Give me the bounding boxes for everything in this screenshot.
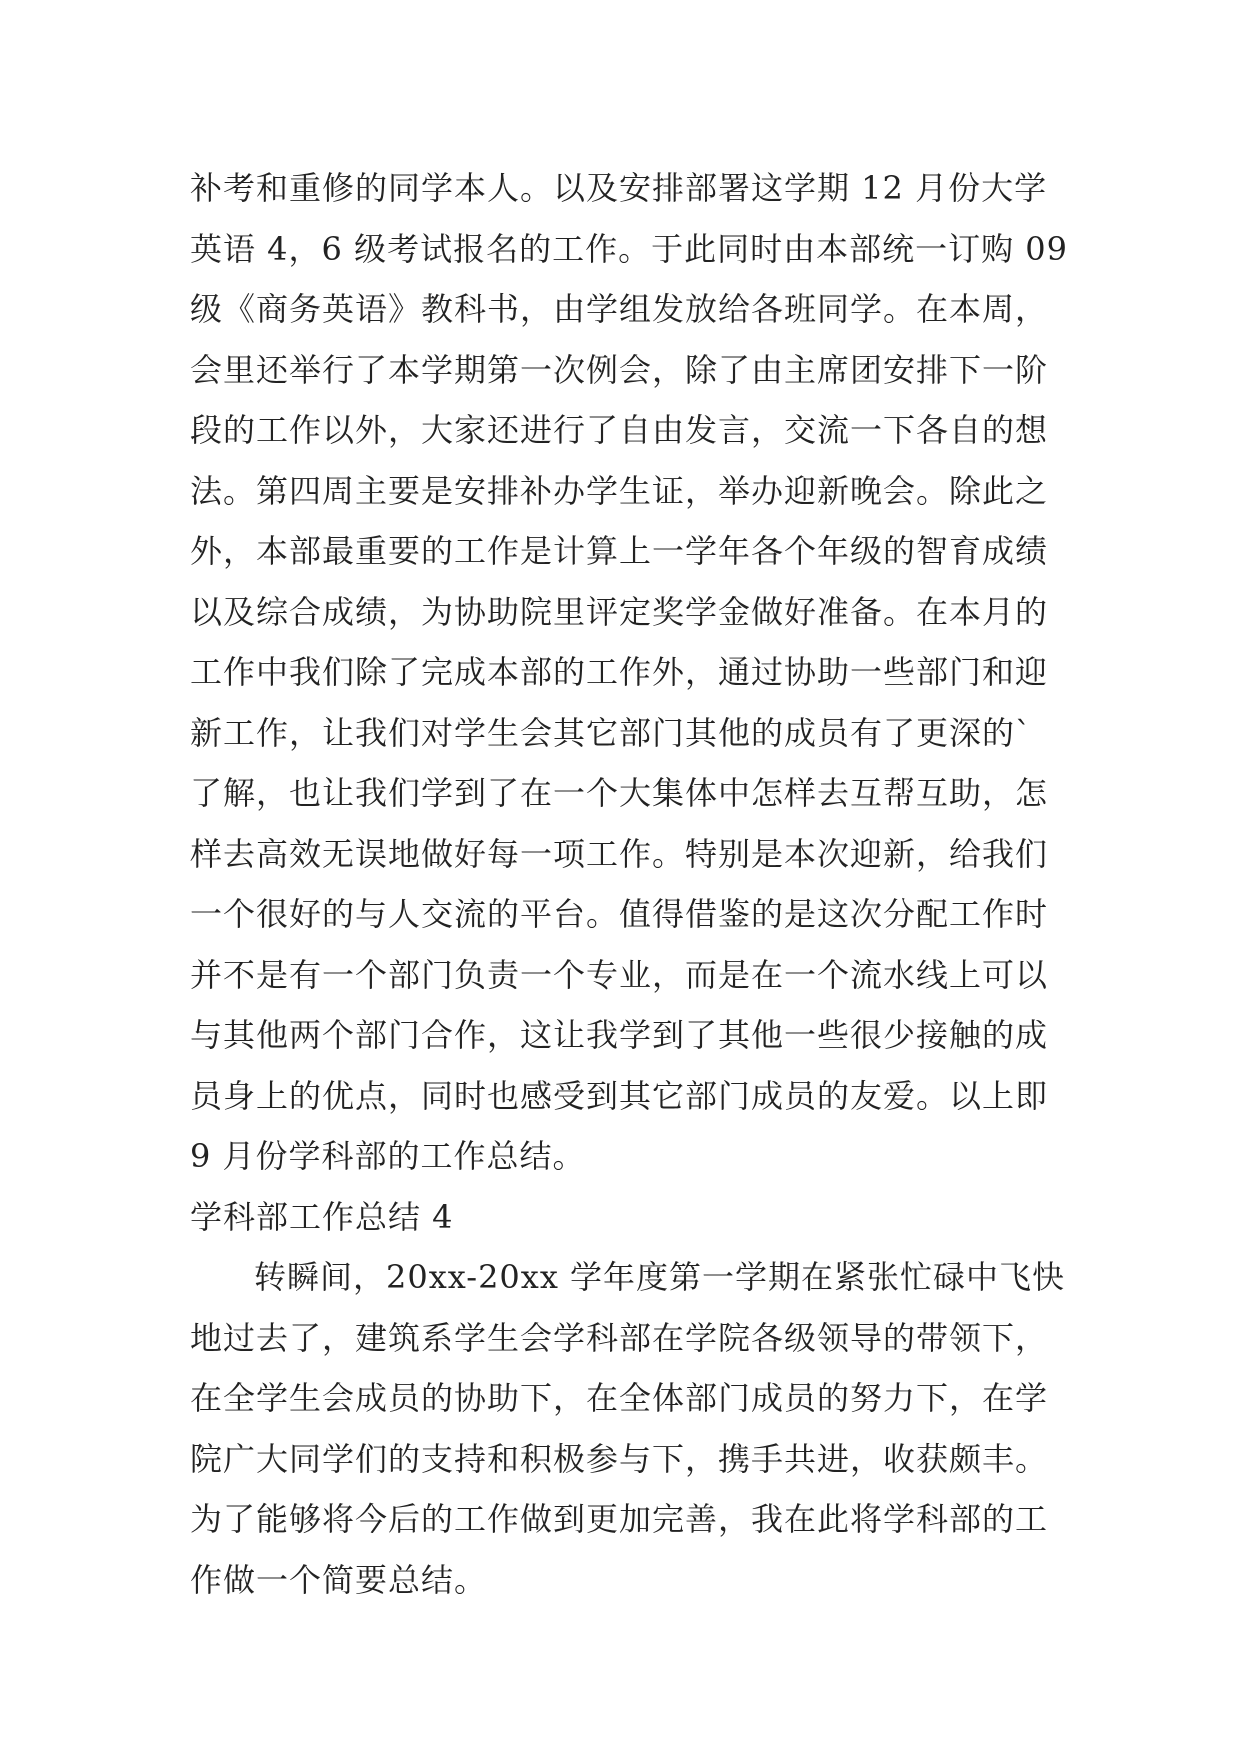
new-paragraph [190,1247,1070,1610]
paragraph-first-line: 转瞬间，20xx-20xx 学年度第一学期在紧张忙碌中飞快 [254,1258,1066,1296]
paragraph-line: 会里还举行了本学期第一次例会，除了由主席团安排下一阶 [190,350,1049,389]
paragraph-line: 工作中我们除了完成本部的工作外，通过协助一些部门和迎 [190,653,1049,691]
paragraph-line: 并不是有一个部门负责一个专业，而是在一个流水线上可以 [190,955,1049,994]
paragraph-line: 补考和重修的同学本人。以及安排部署这学期 12 月份大学 [190,169,1048,207]
paragraph-line: 级《商务英语》教科书，由学组发放给各班同学。在本周， [190,290,1049,328]
paragraph-line: 在全学生会成员的协助下，在全体部门成员的努力下，在学 [190,1379,1049,1417]
paragraph-line: 法。第四周主要是安排补办学生证，举办迎新晚会。除此之 [190,471,1049,510]
paragraph-line: 以及综合成绩，为协助院里评定奖学金做好准备。在本月的 [190,592,1049,631]
paragraph-line: 样去高效无误地做好每一项工作。特别是本次迎新，给我们 [190,834,1049,873]
paragraph-line: 员身上的优点，同时也感受到其它部门成员的友爱。以上即 [190,1076,1049,1115]
section-heading: 学科部工作总结 4 [190,1197,454,1236]
paragraph-line: 与其他两个部门合作，这让我学到了其他一些很少接触的成 [190,1016,1049,1054]
paragraph-line: 作做一个简要总结。 [190,1560,488,1599]
paragraph-line: 外，本部最重要的工作是计算上一学年各个年级的智育成绩 [190,532,1049,570]
paragraph-line: 新工作，让我们对学生会其它部门其他的成员有了更深的` [190,713,1033,752]
paragraph-line: 英语 4，6 级考试报名的工作。于此同时由本部统一订购 09 [190,229,1068,268]
paragraph-line: 段的工作以外，大家还进行了自由发言，交流一下各自的想 [190,411,1049,449]
document-body [190,158,1070,1610]
paragraph-line: 一个很好的与人交流的平台。值得借鉴的是这次分配工作时 [190,895,1049,933]
paragraph-line: 地过去了，建筑系学生会学科部在学院各级领导的带领下， [190,1318,1049,1357]
continued-paragraph [190,158,1070,1187]
paragraph-line: 院广大同学们的支持和积极参与下，携手共进，收获颇丰。 [190,1439,1049,1478]
paragraph-line: 为了能够将今后的工作做到更加完善，我在此将学科部的工 [190,1500,1049,1538]
paragraph-line: 9 月份学科部的工作总结。 [190,1137,586,1175]
paragraph-line: 了解，也让我们学到了在一个大集体中怎样去互帮互助，怎 [190,774,1049,812]
